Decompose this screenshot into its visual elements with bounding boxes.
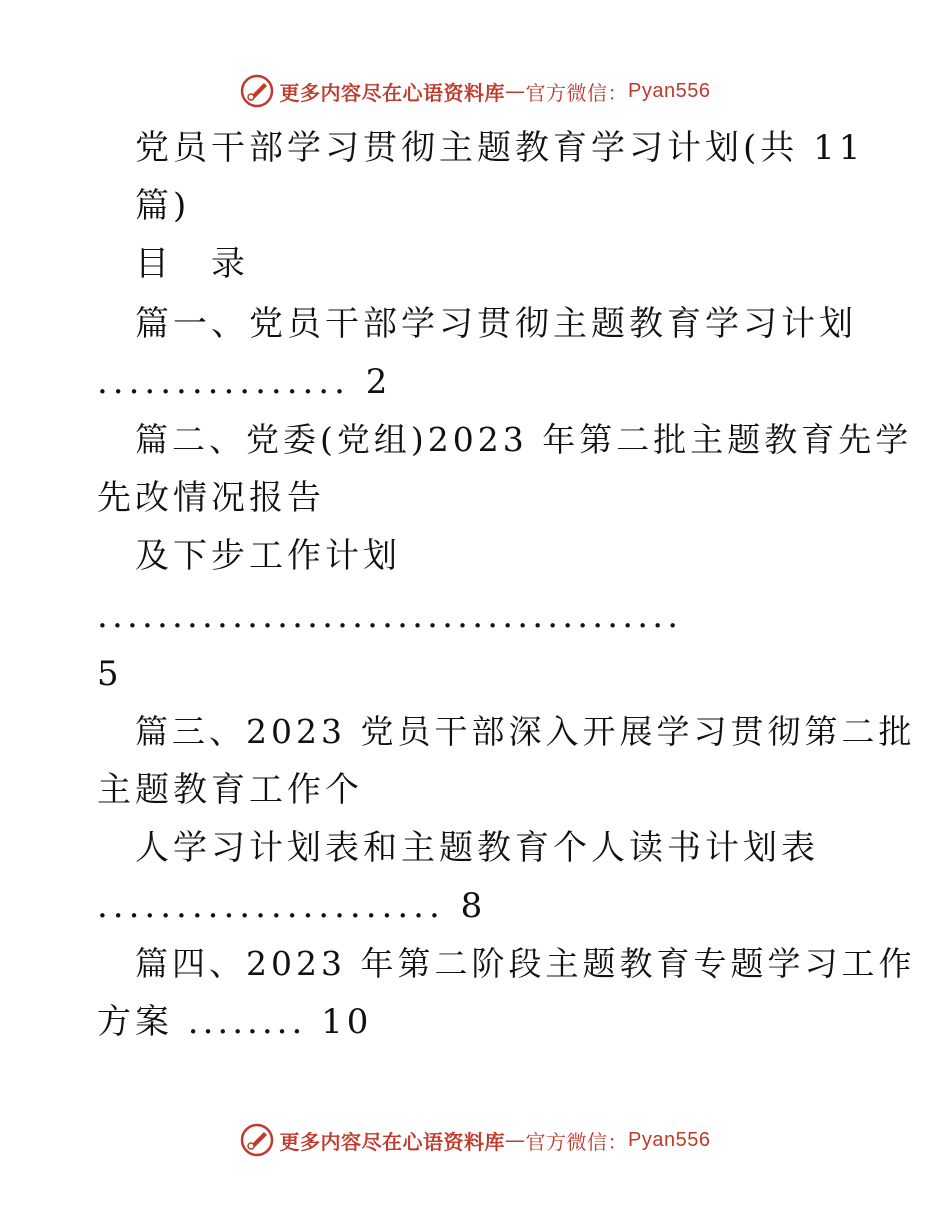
toc-entry-2-page: 5 [97, 654, 123, 694]
toc-entry-2-title: 篇二、党委(党组)2023 年第二批主题教育先学 [135, 420, 913, 459]
logo-icon [240, 74, 274, 108]
toc-entry-3-leader: ...................... 8 [97, 886, 488, 926]
banner-separator: — [505, 79, 526, 103]
wechat-label: 官方微信： [525, 1129, 629, 1154]
toc-entry-2-title-cont2: 及下步工作计划 [135, 536, 401, 576]
wechat-label: 官方微信： [525, 80, 629, 105]
toc-entry-3-title: 篇三、2023 党员干部深入开展学习贯彻第二批 [135, 712, 916, 751]
logo-icon [240, 1123, 274, 1157]
toc-entry-3-title-cont2: 人学习计划表和主题教育个人读书计划表 [135, 828, 819, 868]
toc-entry-4-title-cont: 方案 ........ 10 [97, 1002, 373, 1042]
document-title-line1: 党员干部学习贯彻主题教育学习计划(共 11 [135, 128, 865, 168]
banner-separator: — [505, 1128, 526, 1152]
document-title-line2: 篇) [135, 186, 191, 226]
brand-text: 更多内容尽在心语资料库 [279, 1129, 506, 1154]
wechat-id: Pyan556 [628, 79, 711, 102]
toc-entry-3-title-cont: 主题教育工作个 [97, 770, 363, 810]
toc-entry-1-title: 篇一、党员干部学习贯彻主题教育学习计划 [135, 304, 857, 344]
wechat-id: Pyan556 [628, 1128, 711, 1151]
toc-heading: 目 录 [135, 244, 249, 284]
brand-text: 更多内容尽在心语资料库 [279, 80, 506, 105]
toc-entry-1-leader: ................ 2 [97, 362, 393, 402]
footer-banner [0, 1120, 950, 1160]
toc-entry-2-leader: ....................................... [97, 596, 683, 636]
header-banner [0, 71, 950, 111]
toc-entry-2-title-cont: 先改情况报告 [97, 478, 325, 518]
toc-entry-4-title: 篇四、2023 年第二阶段主题教育专题学习工作 [135, 944, 916, 983]
